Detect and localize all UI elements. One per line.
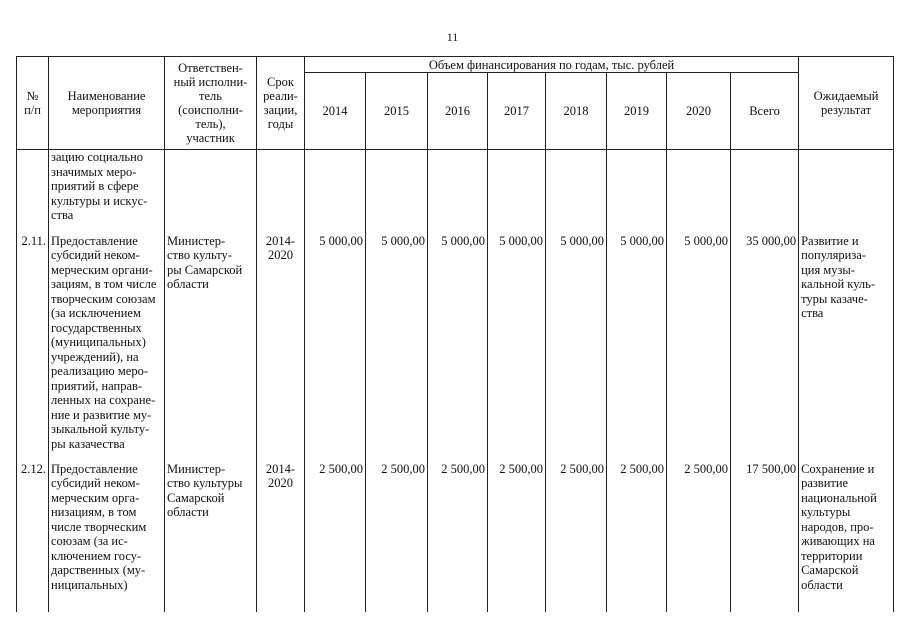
row-value: 5 000,00 <box>305 234 366 462</box>
row-value <box>607 150 667 234</box>
row-value: 2 500,00 <box>305 462 366 612</box>
row-name: Предоставление субсидий неком- мерческим орга- низациям, в том числе творческим союзам (за ис- ключением госу- дарственных (му- ниципальных) <box>49 462 165 612</box>
row-value: 5 000,00 <box>667 234 731 462</box>
header-year: 2015 <box>366 73 428 150</box>
row-value <box>366 150 428 234</box>
table-row <box>17 150 894 234</box>
row-result: Развитие и популяриза- ция музы- кальной куль- туры казаче- ства <box>799 234 894 462</box>
row-value: 2 500,00 <box>546 462 607 612</box>
row-name: Предоставление субсидий неком- мерческим органи- зациям, в том числе творческим союзам (за исключением государственных (муниципальных) учреждений), на реализацию меро- приятий, направ- ленных на сохране- ние и развитие му- зыкальной культу- ры казачества <box>49 234 165 462</box>
header-period: Срок реали- зации, годы <box>257 57 305 150</box>
row-index <box>17 150 49 234</box>
row-name: зацию социально значимых меро- приятий в сфере культуры и искус- ства <box>49 150 165 234</box>
row-executor: Министер- ство культу- ры Самарской области <box>165 234 257 462</box>
table-header <box>17 57 894 150</box>
row-value: 2 500,00 <box>428 462 488 612</box>
row-value: 2 500,00 <box>607 462 667 612</box>
row-value <box>667 150 731 234</box>
header-year: 2014 <box>305 73 366 150</box>
row-total: 35 000,00 <box>731 234 799 462</box>
row-value <box>488 150 546 234</box>
header-number: № п/п <box>17 57 49 150</box>
table-row <box>17 234 894 462</box>
row-period: 2014- 2020 <box>257 462 305 612</box>
row-value: 5 000,00 <box>546 234 607 462</box>
row-value: 5 000,00 <box>607 234 667 462</box>
row-value <box>305 150 366 234</box>
header-funding: Объем финансирования по годам, тыс. рублей <box>305 57 799 73</box>
row-result <box>799 150 894 234</box>
header-name: Наименование мероприятия <box>49 57 165 150</box>
row-total <box>731 150 799 234</box>
header-year: 2016 <box>428 73 488 150</box>
header-year: 2018 <box>546 73 607 150</box>
row-value: 5 000,00 <box>366 234 428 462</box>
row-total: 17 500,00 <box>731 462 799 612</box>
row-value <box>428 150 488 234</box>
header-total: Всего <box>731 73 799 150</box>
row-executor: Министер- ство культуры Самарской области <box>165 462 257 612</box>
header-year: 2020 <box>667 73 731 150</box>
header-year: 2019 <box>607 73 667 150</box>
row-executor <box>165 150 257 234</box>
row-value: 2 500,00 <box>366 462 428 612</box>
table-row <box>17 462 894 612</box>
row-value: 2 500,00 <box>667 462 731 612</box>
row-index: 2.11. <box>17 234 49 462</box>
header-year: 2017 <box>488 73 546 150</box>
header-executor: Ответствен- ный исполни- тель (соисполни- тель), участник <box>165 57 257 150</box>
row-result: Сохранение и развитие национальной культуры народов, про- живающих на территории Самарской области <box>799 462 894 612</box>
funding-table <box>16 56 894 612</box>
row-period <box>257 150 305 234</box>
row-index: 2.12. <box>17 462 49 612</box>
row-value: 5 000,00 <box>428 234 488 462</box>
row-value: 5 000,00 <box>488 234 546 462</box>
header-result: Ожидаемый результат <box>799 57 894 150</box>
row-value: 2 500,00 <box>488 462 546 612</box>
page-number: 11 <box>446 30 459 44</box>
row-period: 2014- 2020 <box>257 234 305 462</box>
row-value <box>546 150 607 234</box>
